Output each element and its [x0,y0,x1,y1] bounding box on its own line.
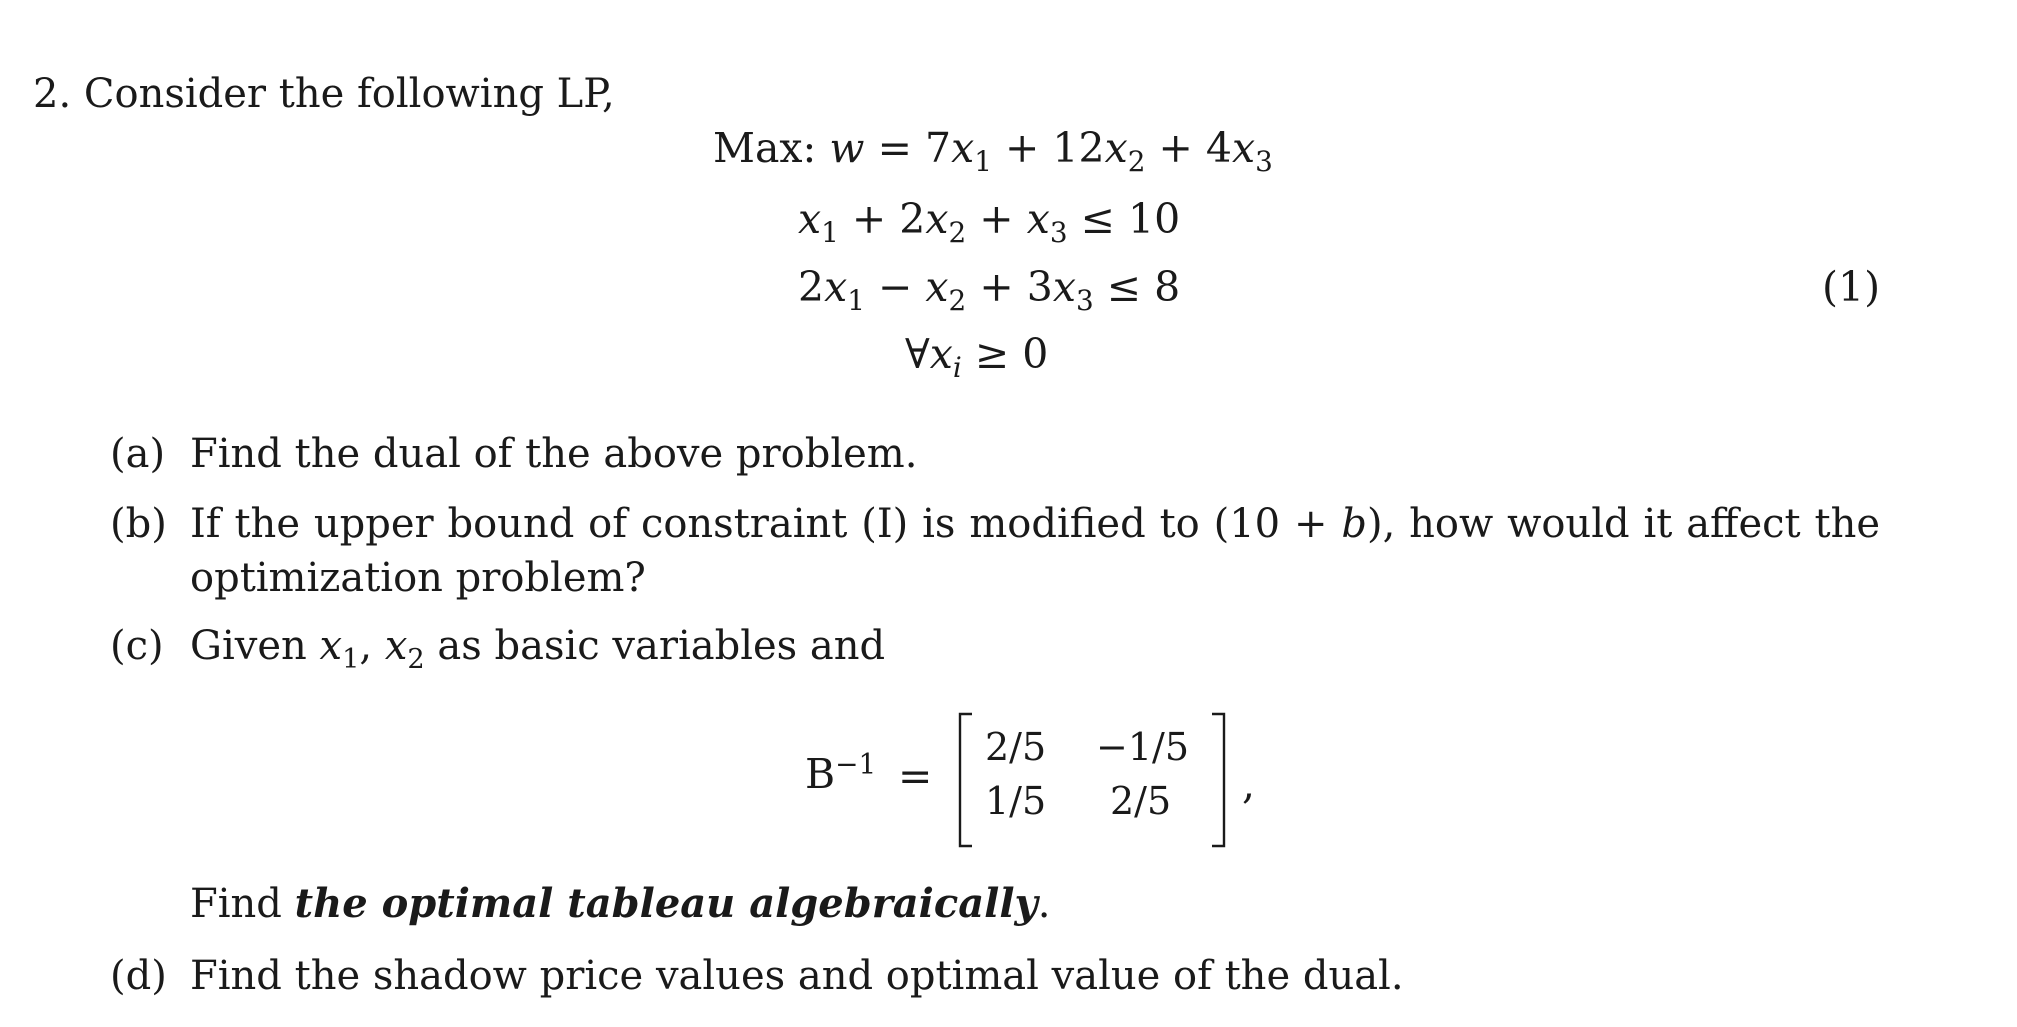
part-d-text: Find the shadow price values and optimal value of the dual. [190,953,1404,999]
lp-constraint-1: $x_1 + 2x_2 + x_3 \le 10$ [798,195,1181,250]
part-c-sub-2: 2 [407,644,425,675]
matrix-superscript: −1 [835,747,877,781]
equation-number: (1) [1822,263,1881,311]
nonneg-relation: ≥ [974,330,1010,378]
part-c-text [190,622,886,675]
plus-sign: + [1005,124,1040,172]
plus-sign: + [1158,124,1193,172]
c1-rhs: 10 [1128,195,1181,243]
part-b-line1 [190,500,1880,548]
part-c-sep: , [359,623,385,669]
part-c-post: as basic variables and [424,623,886,669]
nonneg-rhs: 0 [1022,330,1049,378]
matrix-cell-1-1: 2/5 [985,725,1047,769]
matrix-cell-2-2: 2/5 [1110,779,1172,823]
forall-symbol: ∀ [905,330,930,378]
part-c-find-emphasis: the optimal tableau algebraically [294,880,1038,927]
coef-x2: 12 [1052,124,1105,172]
objective-equals: = [877,124,912,172]
part-b-line2: optimization problem? [190,555,646,601]
part-a-label: (a) [110,431,166,477]
c2-relation: ≤ [1106,263,1142,311]
matrix-name [805,747,877,798]
part-a-text: Find the dual of the above problem. [190,431,918,477]
c2-minus: − [878,263,913,311]
part-c-label: (c) [110,623,164,669]
lp-nonnegativity [905,330,1049,385]
part-d-label: (d) [110,953,167,999]
part-c-find-post: . [1037,881,1051,927]
c2-coef-x3: 3 [1026,263,1053,311]
nonneg-sub: i [952,351,962,385]
matrix-letter: B [805,750,836,798]
part-c-var-x: x [319,623,343,669]
problem-heading: 2. Consider the following LP, [33,71,615,117]
matrix-trailing-comma: , [1242,760,1256,808]
matrix-equals: = [898,752,933,800]
c1-coef-x2: 2 [899,195,926,243]
part-b-line1-pre: If the upper bound of constraint (I) is modified to (10 + [190,501,1342,547]
part-b-label: (b) [110,501,167,547]
c1-relation: ≤ [1080,195,1115,243]
matrix-cell-2-1: 1/5 [985,779,1047,823]
objective-var: w [829,124,865,172]
coef-x1: 7 [924,124,952,172]
part-b-line1-post: ), how would it affect the [1366,501,1880,547]
part-c-sub-1: 1 [342,644,360,675]
lp-objective [713,124,1273,179]
objective-label: Max: [713,124,817,172]
part-c-find-pre: Find [190,881,295,927]
c2-rhs: 8 [1154,263,1181,311]
part-c-var-x: x [384,623,408,669]
part-c-find [190,880,1051,928]
matrix-cell-1-2: −1/5 [1096,725,1189,769]
left-bracket [960,714,972,846]
part-b-var: b [1341,501,1367,547]
right-bracket [1212,714,1224,846]
objective-expression: $7x_1 + 12x_2 + 4x_3$ [924,124,1273,179]
coef-x3: 4 [1205,124,1232,172]
nonneg-var: x [929,330,953,378]
lp-constraint-2: $2x_1 - x_2 + 3x_3 \le 8$ [798,263,1181,318]
c2-coef-x1: 2 [798,263,825,311]
part-c-pre: Given [190,623,320,669]
